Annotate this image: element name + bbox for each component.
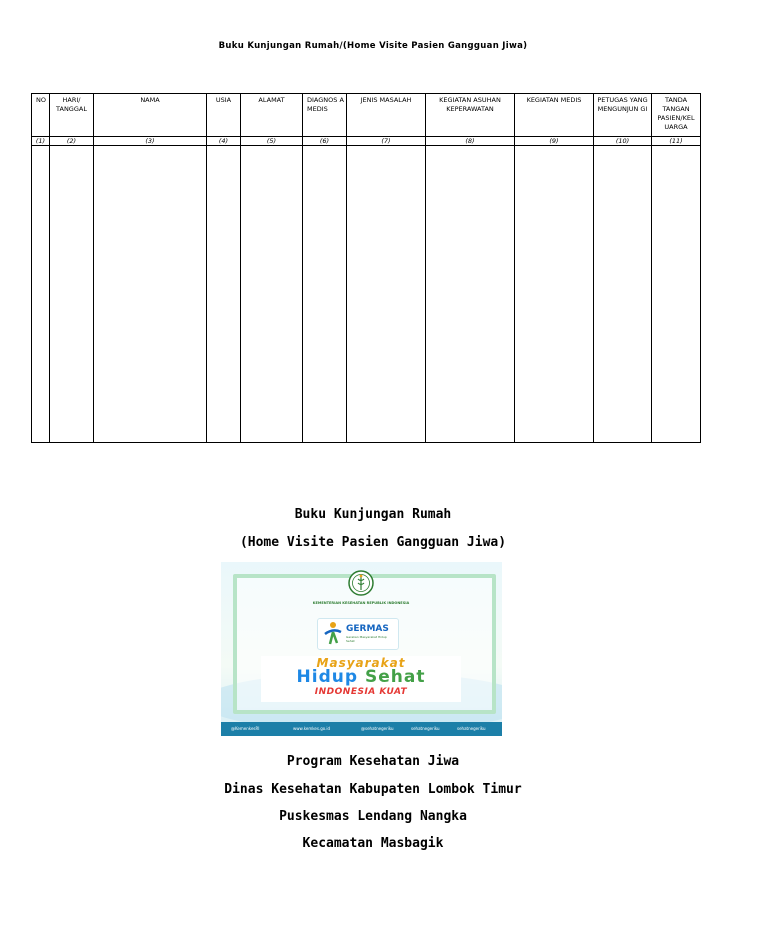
entry-cell[interactable] xyxy=(94,146,207,443)
kecamatan-line: Kecamatan Masbagik xyxy=(302,836,444,851)
header-tanda-tangan: TANDA TANGAN PASIEN/KEL UARGA xyxy=(652,94,701,137)
slogan-hidup: Hidup xyxy=(296,667,359,687)
header-alamat: ALAMAT xyxy=(241,94,303,137)
germas-logo xyxy=(317,618,399,650)
col-number: (3) xyxy=(94,137,207,146)
header-usia: USIA xyxy=(207,94,241,137)
slogan-sehat: Sehat xyxy=(364,667,426,687)
col-number: (9) xyxy=(515,137,594,146)
social-handle: @KemenkesRI xyxy=(231,726,260,731)
cover-title-line1: Buku Kunjungan Rumah xyxy=(294,507,452,522)
header-diagnosa-medis: DIAGNOS A MEDIS xyxy=(303,94,347,137)
social-website: www.kemkes.go.id xyxy=(293,726,331,731)
germas-text: GERMAS xyxy=(346,624,389,634)
entry-cell[interactable] xyxy=(207,146,241,443)
col-number: (2) xyxy=(50,137,94,146)
entry-cell[interactable] xyxy=(50,146,94,443)
entry-cell[interactable] xyxy=(347,146,426,443)
entry-cell[interactable] xyxy=(32,146,50,443)
slogan-hidup-sehat xyxy=(261,667,461,687)
slogan-masyarakat: Masyarakat xyxy=(316,656,406,670)
header-hari-tanggal: HARI/ TANGGAL xyxy=(50,94,94,137)
slogan-indonesia-kuat: INDONESIA KUAT xyxy=(314,687,408,697)
slogan-box xyxy=(261,656,461,702)
number-row xyxy=(32,137,701,146)
puskesmas-line: Puskesmas Lendang Nangka xyxy=(279,809,467,824)
col-number: (1) xyxy=(32,137,50,146)
social-handle: @sehatnegeriku xyxy=(361,726,394,731)
poster-social-bar xyxy=(221,722,502,736)
entry-cell[interactable] xyxy=(515,146,594,443)
col-number: (5) xyxy=(241,137,303,146)
program-line: Program Kesehatan Jiwa xyxy=(286,754,460,769)
entry-cell[interactable] xyxy=(241,146,303,443)
germas-subtitle: Gerakan Masyarakat Hidup Sehat xyxy=(346,635,387,643)
document-title: Buku Kunjungan Rumah/(Home Visite Pasien Gangguan Jiwa) xyxy=(218,41,528,51)
col-number: (8) xyxy=(426,137,515,146)
social-handle: sehatnegeriku xyxy=(411,726,440,731)
header-jenis-masalah: JENIS MASALAH xyxy=(347,94,426,137)
social-handle: sehatnegeriku xyxy=(457,726,486,731)
entry-cell[interactable] xyxy=(652,146,701,443)
kemenkes-emblem-icon xyxy=(348,570,374,596)
header-kegiatan-medis: KEGIATAN MEDIS xyxy=(515,94,594,137)
cover-title-line2: (Home Visite Pasien Gangguan Jiwa) xyxy=(239,535,507,550)
header-no: NO xyxy=(32,94,50,137)
header-kegiatan-asuhan: KEGIATAN ASUHAN KEPERAWATAN xyxy=(426,94,515,137)
visit-table xyxy=(31,93,701,443)
col-number: (4) xyxy=(207,137,241,146)
col-number: (11) xyxy=(652,137,701,146)
empty-entry-row xyxy=(32,146,701,443)
dinas-line: Dinas Kesehatan Kabupaten Lombok Timur xyxy=(224,782,522,797)
col-number: (7) xyxy=(347,137,426,146)
header-petugas: PETUGAS YANG MENGUNJUN GI xyxy=(594,94,652,137)
entry-cell[interactable] xyxy=(594,146,652,443)
col-number: (10) xyxy=(594,137,652,146)
germas-poster xyxy=(221,562,502,736)
entry-cell[interactable] xyxy=(303,146,347,443)
col-number: (6) xyxy=(303,137,347,146)
entry-cell[interactable] xyxy=(426,146,515,443)
germas-figure-icon xyxy=(321,620,345,648)
header-nama: NAMA xyxy=(94,94,207,137)
header-row xyxy=(32,94,701,137)
kemenkes-label: KEMENTERIAN KESEHATAN REPUBLIK INDONESIA xyxy=(312,601,410,605)
